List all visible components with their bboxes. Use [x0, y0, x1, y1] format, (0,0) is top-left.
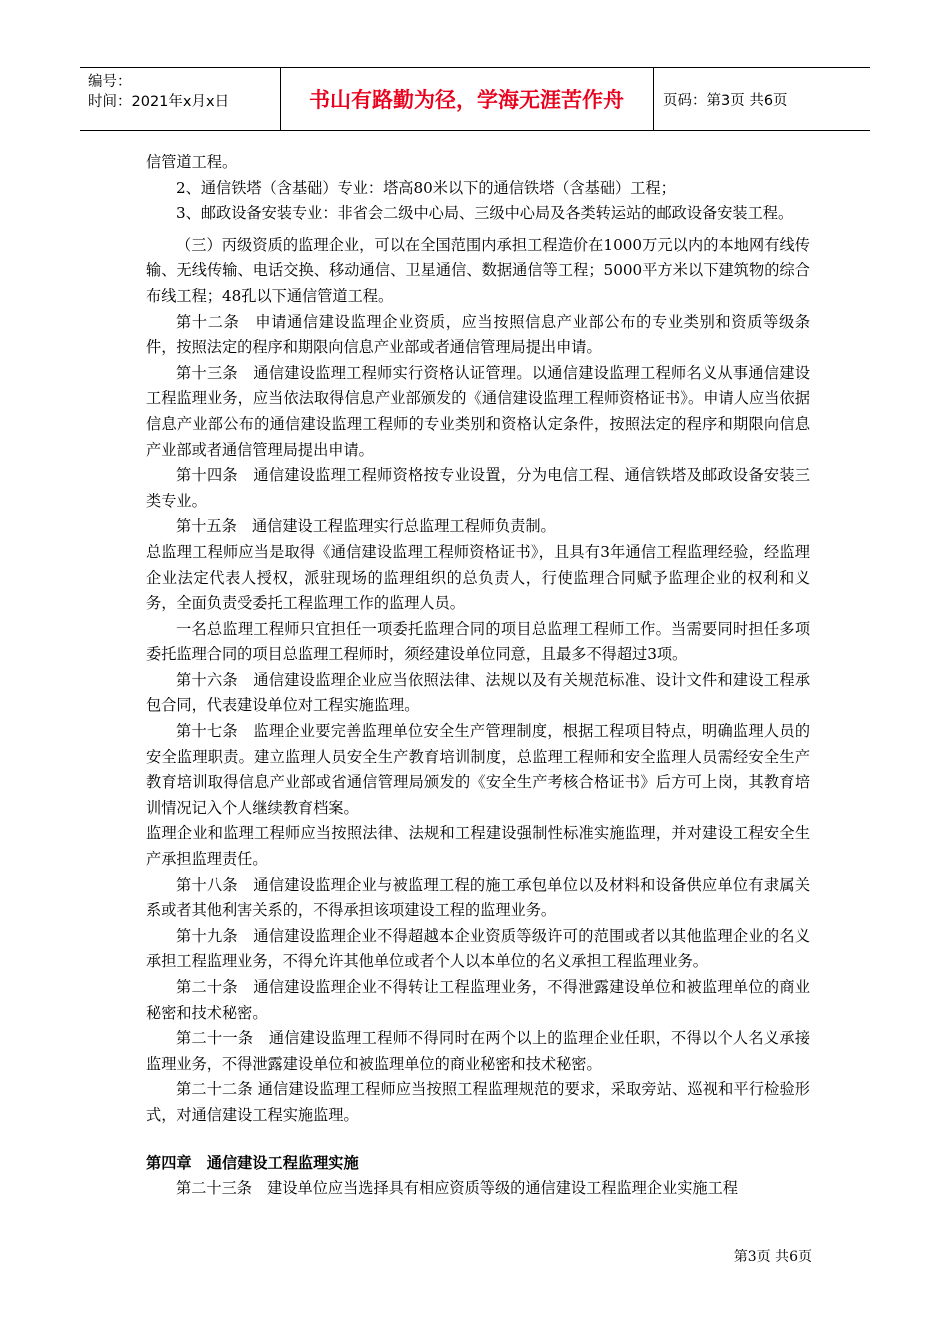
paragraph: 第十二条 申请通信建设监理企业资质，应当按照信息产业部公布的专业类别和资质等级条件，按照法定的程序和期限向信息产业部或者通信管理局提出申请。 — [146, 312, 810, 357]
paragraph: 第二十二条 通信建设监理工程师应当按照工程监理规范的要求，采取旁站、巡视和平行检验形式，对通信建设工程实施监理。 — [146, 1080, 810, 1124]
paragraph: 第十五条 通信建设工程监理实行总监理工程师负责制。 — [176, 517, 556, 536]
paragraph: 信管道工程。 — [146, 153, 238, 171]
paragraph: 第十六条 通信建设监理企业应当依照法律、法规以及有关规范标准、设计文件和建设工程承包合同，代表建设单位对工程实施监理。 — [146, 670, 810, 715]
paragraph: 3、邮政设备安装专业：非省会二级中心局、三级中心局及各类转运站的邮政设备安装工程。 — [176, 204, 794, 223]
paragraph: 第十四条 通信建设监理工程师资格按专业设置，分为电信工程、通信铁塔及邮政设备安装三类专业。 — [146, 466, 810, 510]
page-header — [80, 67, 870, 131]
paragraph: 第二十三条 建设单位应当选择具有相应资质等级的通信建设工程监理企业实施工程 — [176, 1179, 738, 1198]
paragraph: 总监理工程师应当是取得《通信建设监理工程师资格证书》，且具有3年通信工程监理经验，经监理企业法定代表人授权，派驻现场的监理组织的总负责人，行使监理合同赋予监理企业的权利和义务，全面负责受委托工程监理工作的监理人员。 — [146, 542, 810, 613]
paragraph: （三）丙级资质的监理企业，可以在全国范围内承担工程造价在1000万元以内的本地网有线传输、无线传输、电话交换、移动通信、卫星通信、数据通信等工程；5000平方米以下建筑物的综合布线工程；48孔以下通信管道工程。 — [146, 235, 810, 305]
paragraph: 第二十一条 通信建设监理工程师不得同时在两个以上的监理企业任职，不得以个人名义承接监理业务，不得泄露建设单位和被监理单位的商业秘密和技术秘密。 — [146, 1029, 810, 1073]
paragraph: 监理企业和监理工程师应当按照法律、法规和工程建设强制性标准实施监理，并对建设工程安全生产承担监理责任。 — [146, 824, 810, 869]
header-number-label: 编号： — [88, 74, 132, 90]
header-motto: 书山有路勤为径，学海无涯苦作舟 — [280, 68, 654, 130]
paragraph-list — [146, 150, 810, 1129]
paragraph: 第十九条 通信建设监理企业不得超越本企业资质等级许可的范围或者以其他监理企业的名义承担工程监理业务，不得允许其他单位或者个人以本单位的名义承担工程监理业务。 — [146, 926, 810, 971]
chapter-heading: 第四章 通信建设工程监理实施 — [146, 1153, 359, 1172]
paragraph: 一名总监理工程师只宜担任一项委托监理合同的项目总监理工程师工作。当需要同时担任多项委托监理合同的项目总监理工程师时，须经建设单位同意，且最多不得超过3项。 — [146, 619, 810, 664]
paragraph: 第十七条 监理企业要完善监理单位安全生产管理制度，根据工程项目特点，明确监理人员的安全监理职责。建立监理人员安全生产教育培训制度，总监理工程师和安全监理人员需经安全生产教育培训取得信息产业部或省通信管理局颁发的《安全生产考核合格证书》后方可上岗，其教育培训情况记入个人继续教育档案。 — [146, 722, 810, 817]
paragraph: 第二十条 通信建设监理企业不得转让工程监理业务，不得泄露建设单位和被监理单位的商业秘密和技术秘密。 — [146, 978, 810, 1022]
document-body — [146, 150, 810, 1202]
paragraph: 第十八条 通信建设监理企业与被监理工程的施工承包单位以及材料和设备供应单位有隶属关系或者其他利害关系的，不得承担该项建设工程的监理业务。 — [146, 875, 810, 920]
header-time-label: 时间：2021年x月x日 — [88, 94, 230, 110]
paragraph: 第十三条 通信建设监理工程师实行资格认证管理。以通信建设监理工程师名义从事通信建设工程监理业务，应当依法取得信息产业部颁发的《通信建设监理工程师资格证书》。申请人应当依据信息产业部公布的通信建设监理工程师的专业类别和资格认定条件，按照法定的程序和期限向信息产业部或者通信管理局提出申请。 — [146, 363, 810, 459]
page-footer: 第3页 共6页 — [733, 1249, 812, 1265]
paragraph: 2、通信铁塔（含基础）专业：塔高80米以下的通信铁塔（含基础）工程； — [176, 178, 676, 197]
header-page-label: 页码：第3页 共6页 — [663, 92, 788, 109]
header-info-cell — [80, 68, 281, 130]
